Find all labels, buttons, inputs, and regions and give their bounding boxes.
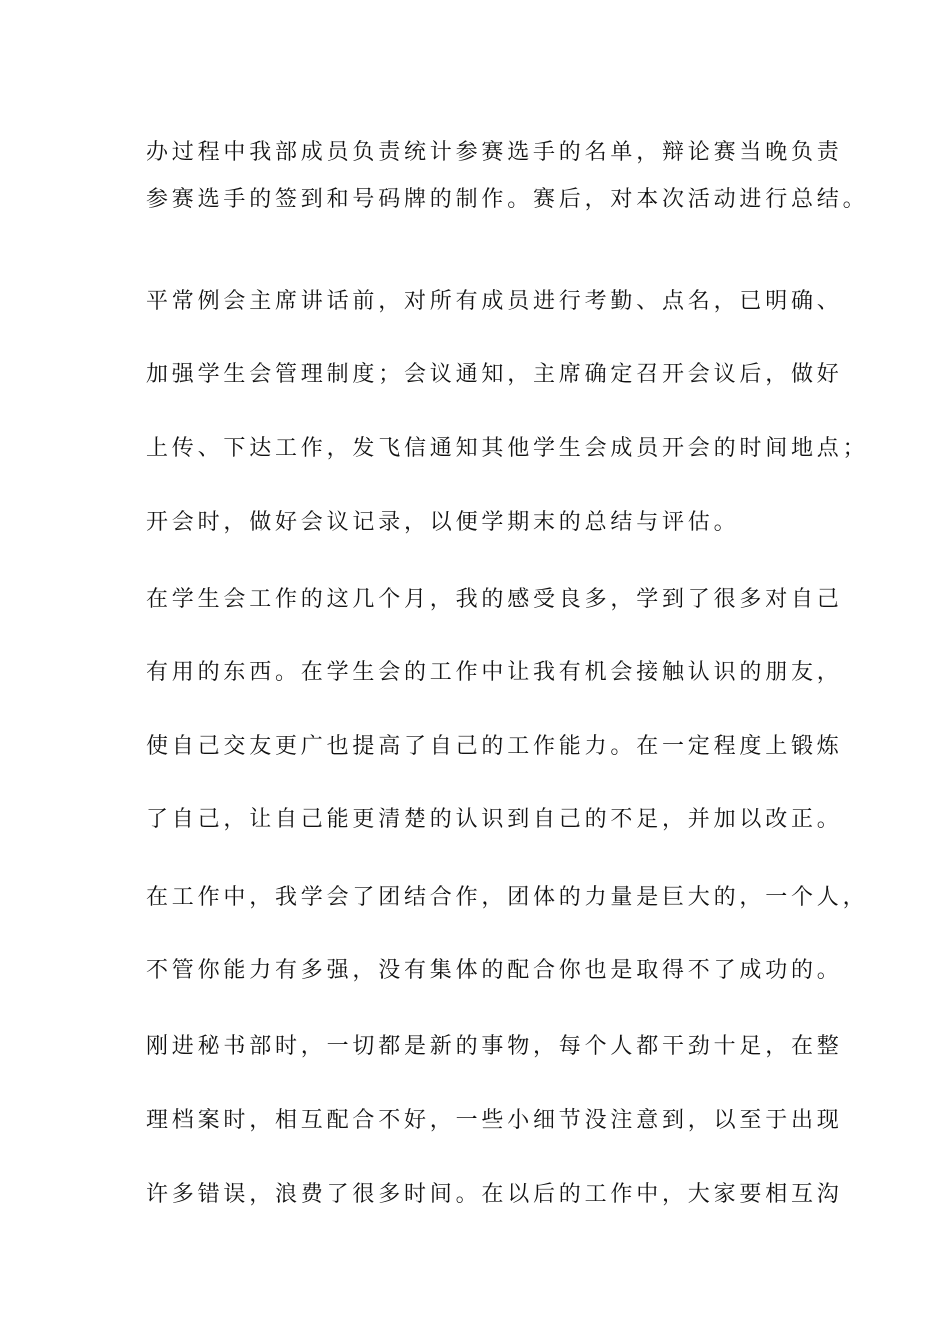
text-line: 许多错误，浪费了很多时间。在以后的工作中，大家要相互沟: [146, 1182, 843, 1207]
text-line: 在工作中，我学会了团结合作，团体的力量是巨大的，一个人，: [146, 885, 869, 910]
text-line: 了自己，让自己能更清楚的认识到自己的不足，并加以改正。: [146, 807, 843, 832]
text-line: 办过程中我部成员负责统计参赛选手的名单，辩论赛当晚负责: [146, 140, 843, 165]
text-line: 在学生会工作的这几个月，我的感受良多，学到了很多对自己: [146, 587, 843, 612]
text-line: 刚进秘书部时，一切都是新的事物，每个人都干劲十足，在整: [146, 1034, 843, 1059]
text-line: 平常例会主席讲话前，对所有成员进行考勤、点名，已明确、: [146, 289, 843, 314]
text-line: 理档案时，相互配合不好，一些小细节没注意到，以至于出现: [146, 1108, 843, 1133]
text-line: 参赛选手的签到和号码牌的制作。赛后，对本次活动进行总结。: [146, 187, 869, 212]
text-line: 有用的东西。在学生会的工作中让我有机会接触认识的朋友，: [146, 660, 843, 685]
text-line: 加强学生会管理制度；会议通知，主席确定召开会议后，做好: [146, 362, 843, 387]
text-line: 开会时，做好会议记录，以便学期末的总结与评估。: [146, 510, 740, 535]
text-line: 使自己交友更广也提高了自己的工作能力。在一定程度上锻炼: [146, 734, 843, 759]
text-line: 不管你能力有多强，没有集体的配合你也是取得不了成功的。: [146, 958, 843, 983]
text-line: 上传、下达工作，发飞信通知其他学生会成员开会的时间地点；: [146, 436, 869, 461]
